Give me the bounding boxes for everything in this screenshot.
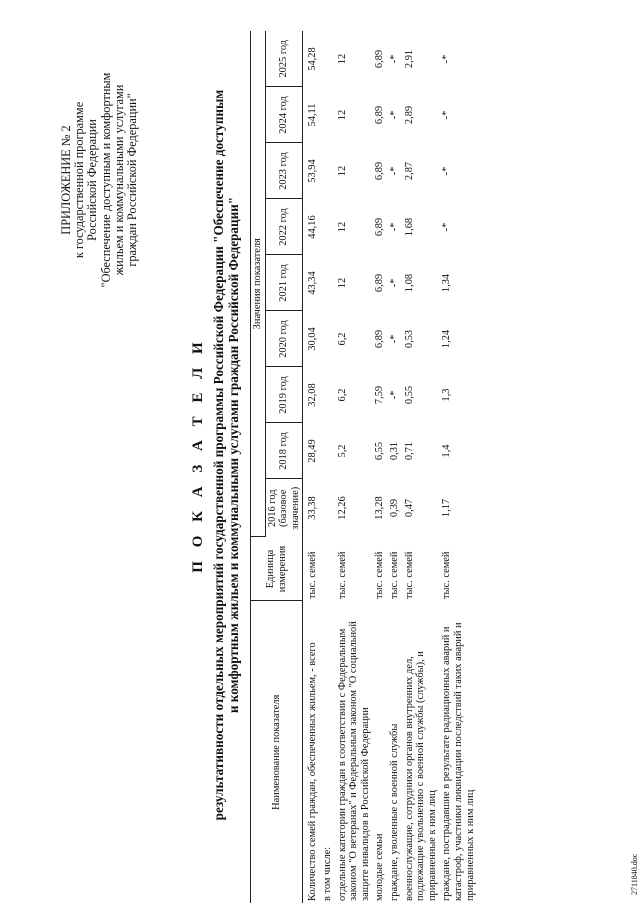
- col-header-year: 2021 год: [265, 255, 303, 311]
- indicator-value: 6,55: [374, 441, 386, 461]
- col-header-year: 2023 год: [265, 143, 303, 199]
- table-row: [439, 31, 477, 903]
- indicator-value: 6,2: [336, 388, 348, 402]
- indicator-value: 1,68: [403, 217, 415, 237]
- indicator-value: -*: [388, 278, 400, 288]
- col-header-values-group: Значения показателя: [251, 31, 266, 537]
- indicator-value: 43,34: [307, 271, 319, 295]
- indicator-value: 12: [336, 109, 348, 121]
- indicator-unit: тыс. семей: [403, 551, 415, 599]
- indicator-value: -*: [388, 110, 400, 120]
- indicator-value: 6,89: [374, 161, 386, 181]
- table-row: [387, 31, 402, 903]
- indicator-value: 12,26: [336, 496, 348, 520]
- col-header-unit: Единица измерения: [251, 537, 303, 601]
- indicator-value: 0,31: [388, 441, 400, 461]
- indicator-value: -*: [441, 110, 453, 120]
- indicator-value: 7,59: [374, 385, 386, 405]
- appendix-line: ПРИЛОЖЕНИЕ № 2: [59, 125, 73, 235]
- appendix-header: [60, 30, 139, 330]
- indicator-value: 33,38: [307, 496, 319, 520]
- file-reference: 2711840.doc: [630, 853, 639, 895]
- appendix-line: Российской Федерации: [85, 119, 100, 241]
- indicator-value: [320, 31, 335, 87]
- table-row: [372, 31, 387, 903]
- indicator-value: [320, 479, 335, 537]
- indicator-value: -*: [441, 222, 453, 232]
- indicator-value: 54,28: [307, 47, 319, 71]
- appendix-line: к государственной программе: [72, 101, 87, 259]
- indicator-value: [320, 423, 335, 479]
- indicator-value: 12: [336, 53, 348, 65]
- indicator-value: [320, 367, 335, 423]
- indicator-value: 1,34: [441, 273, 453, 293]
- col-header-name: Наименование показателя: [251, 601, 303, 903]
- indicator-value: 2,91: [403, 49, 415, 69]
- indicator-value: 44,16: [307, 215, 319, 239]
- indicator-unit: тыс. семей: [388, 551, 400, 599]
- indicator-value: 6,89: [374, 49, 386, 69]
- indicator-name: Количество семей граждан, обеспеченных жильем, - всего: [307, 642, 319, 901]
- indicator-value: 54,11: [307, 103, 319, 127]
- table-body: [303, 31, 477, 903]
- indicator-value: 13,28: [374, 496, 386, 520]
- indicator-value: 2,89: [403, 105, 415, 125]
- indicator-value: 0,71: [403, 441, 415, 461]
- table-row: [335, 31, 373, 903]
- indicator-value: -*: [441, 54, 453, 64]
- indicator-unit: тыс. семей: [336, 551, 348, 599]
- indicator-name: граждане, уволенные с военной службы: [388, 723, 400, 901]
- indicator-value: 0,39: [388, 498, 400, 518]
- indicator-unit: [320, 537, 335, 601]
- indicator-value: 6,89: [374, 329, 386, 349]
- indicator-value: [320, 143, 335, 199]
- indicator-value: 12: [336, 277, 348, 289]
- appendix-line: "Обеспечение доступным и комфортным: [98, 72, 113, 288]
- indicator-name: в том числе:: [321, 846, 333, 901]
- appendix-line: граждан Российской Федерации": [125, 93, 140, 267]
- indicator-value: [320, 87, 335, 143]
- col-header-year: 2016 год (базовое значение): [265, 479, 303, 537]
- indicator-value: 0,47: [403, 498, 415, 518]
- indicator-value: 6,2: [336, 332, 348, 346]
- indicator-value: 6,89: [374, 217, 386, 237]
- indicator-unit: тыс. семей: [441, 551, 453, 599]
- indicator-value: 12: [336, 165, 348, 177]
- appendix-line: жильем и коммунальными услугами: [111, 84, 126, 276]
- title-line: результативности отдельных мероприятий государственной программы Российской Федерации "Обеспечение доступным: [211, 89, 226, 821]
- indicator-name: молодые семьи: [374, 833, 386, 901]
- indicator-value: 32,08: [307, 383, 319, 407]
- indicator-value: 2,87: [403, 161, 415, 181]
- indicator-value: 28,49: [307, 439, 319, 463]
- col-header-year: 2025 год: [265, 31, 303, 87]
- indicator-value: 1,17: [441, 498, 453, 518]
- indicators-table: [250, 31, 477, 903]
- indicator-name: военнослужащие, сотрудники органов внутренних дел, подлежащие увольнению с военной службы (службы), и приравненные к ним лиц: [403, 651, 438, 901]
- indicator-value: 1,3: [441, 388, 453, 402]
- indicator-name: граждане, пострадавшие в результате радиационных аварий и катастроф, участники ликвидации последствий таких аварий и приравненных к ним лиц: [441, 622, 476, 901]
- col-header-year: 2024 год: [265, 87, 303, 143]
- indicator-value: 12: [336, 221, 348, 233]
- indicator-value: [320, 199, 335, 255]
- document-title: [190, 25, 241, 885]
- indicator-name: отдельные категории граждан в соответствии с Федеральным законом "О ветеранах" и Федеральным законом "О социальной защите инвалидов в Российской Федерации: [336, 621, 371, 901]
- indicator-value: 6,89: [374, 273, 386, 293]
- col-header-year: 2018 год: [265, 423, 303, 479]
- indicator-value: 1,4: [441, 444, 453, 458]
- indicator-value: 1,08: [403, 273, 415, 293]
- indicator-value: -*: [388, 166, 400, 176]
- indicator-value: [320, 311, 335, 367]
- indicator-value: 1,24: [441, 329, 453, 349]
- indicator-value: -*: [441, 166, 453, 176]
- indicator-unit: тыс. семей: [307, 551, 319, 599]
- indicator-value: 30,04: [307, 327, 319, 351]
- indicator-value: 0,53: [403, 329, 415, 349]
- indicator-unit: тыс. семей: [374, 551, 386, 599]
- table-row: [402, 31, 440, 903]
- col-header-year: 2019 год: [265, 367, 303, 423]
- indicator-value: 6,89: [374, 105, 386, 125]
- indicator-value: -*: [388, 54, 400, 64]
- title-heading: П О К А З А Т Е Л И: [190, 337, 206, 573]
- table-row: [303, 31, 320, 903]
- indicator-value: -*: [388, 334, 400, 344]
- col-header-year: 2020 год: [265, 311, 303, 367]
- table-row: [320, 31, 335, 903]
- indicator-value: [320, 255, 335, 311]
- indicator-value: -*: [388, 390, 400, 400]
- indicator-value: 5,2: [336, 444, 348, 458]
- indicator-value: 53,94: [307, 159, 319, 183]
- indicator-value: 0,55: [403, 385, 415, 405]
- title-line: и комфортным жильем и коммунальными услугами граждан Российской Федерации": [226, 196, 241, 714]
- col-header-year: 2022 год: [265, 199, 303, 255]
- indicator-value: -*: [388, 222, 400, 232]
